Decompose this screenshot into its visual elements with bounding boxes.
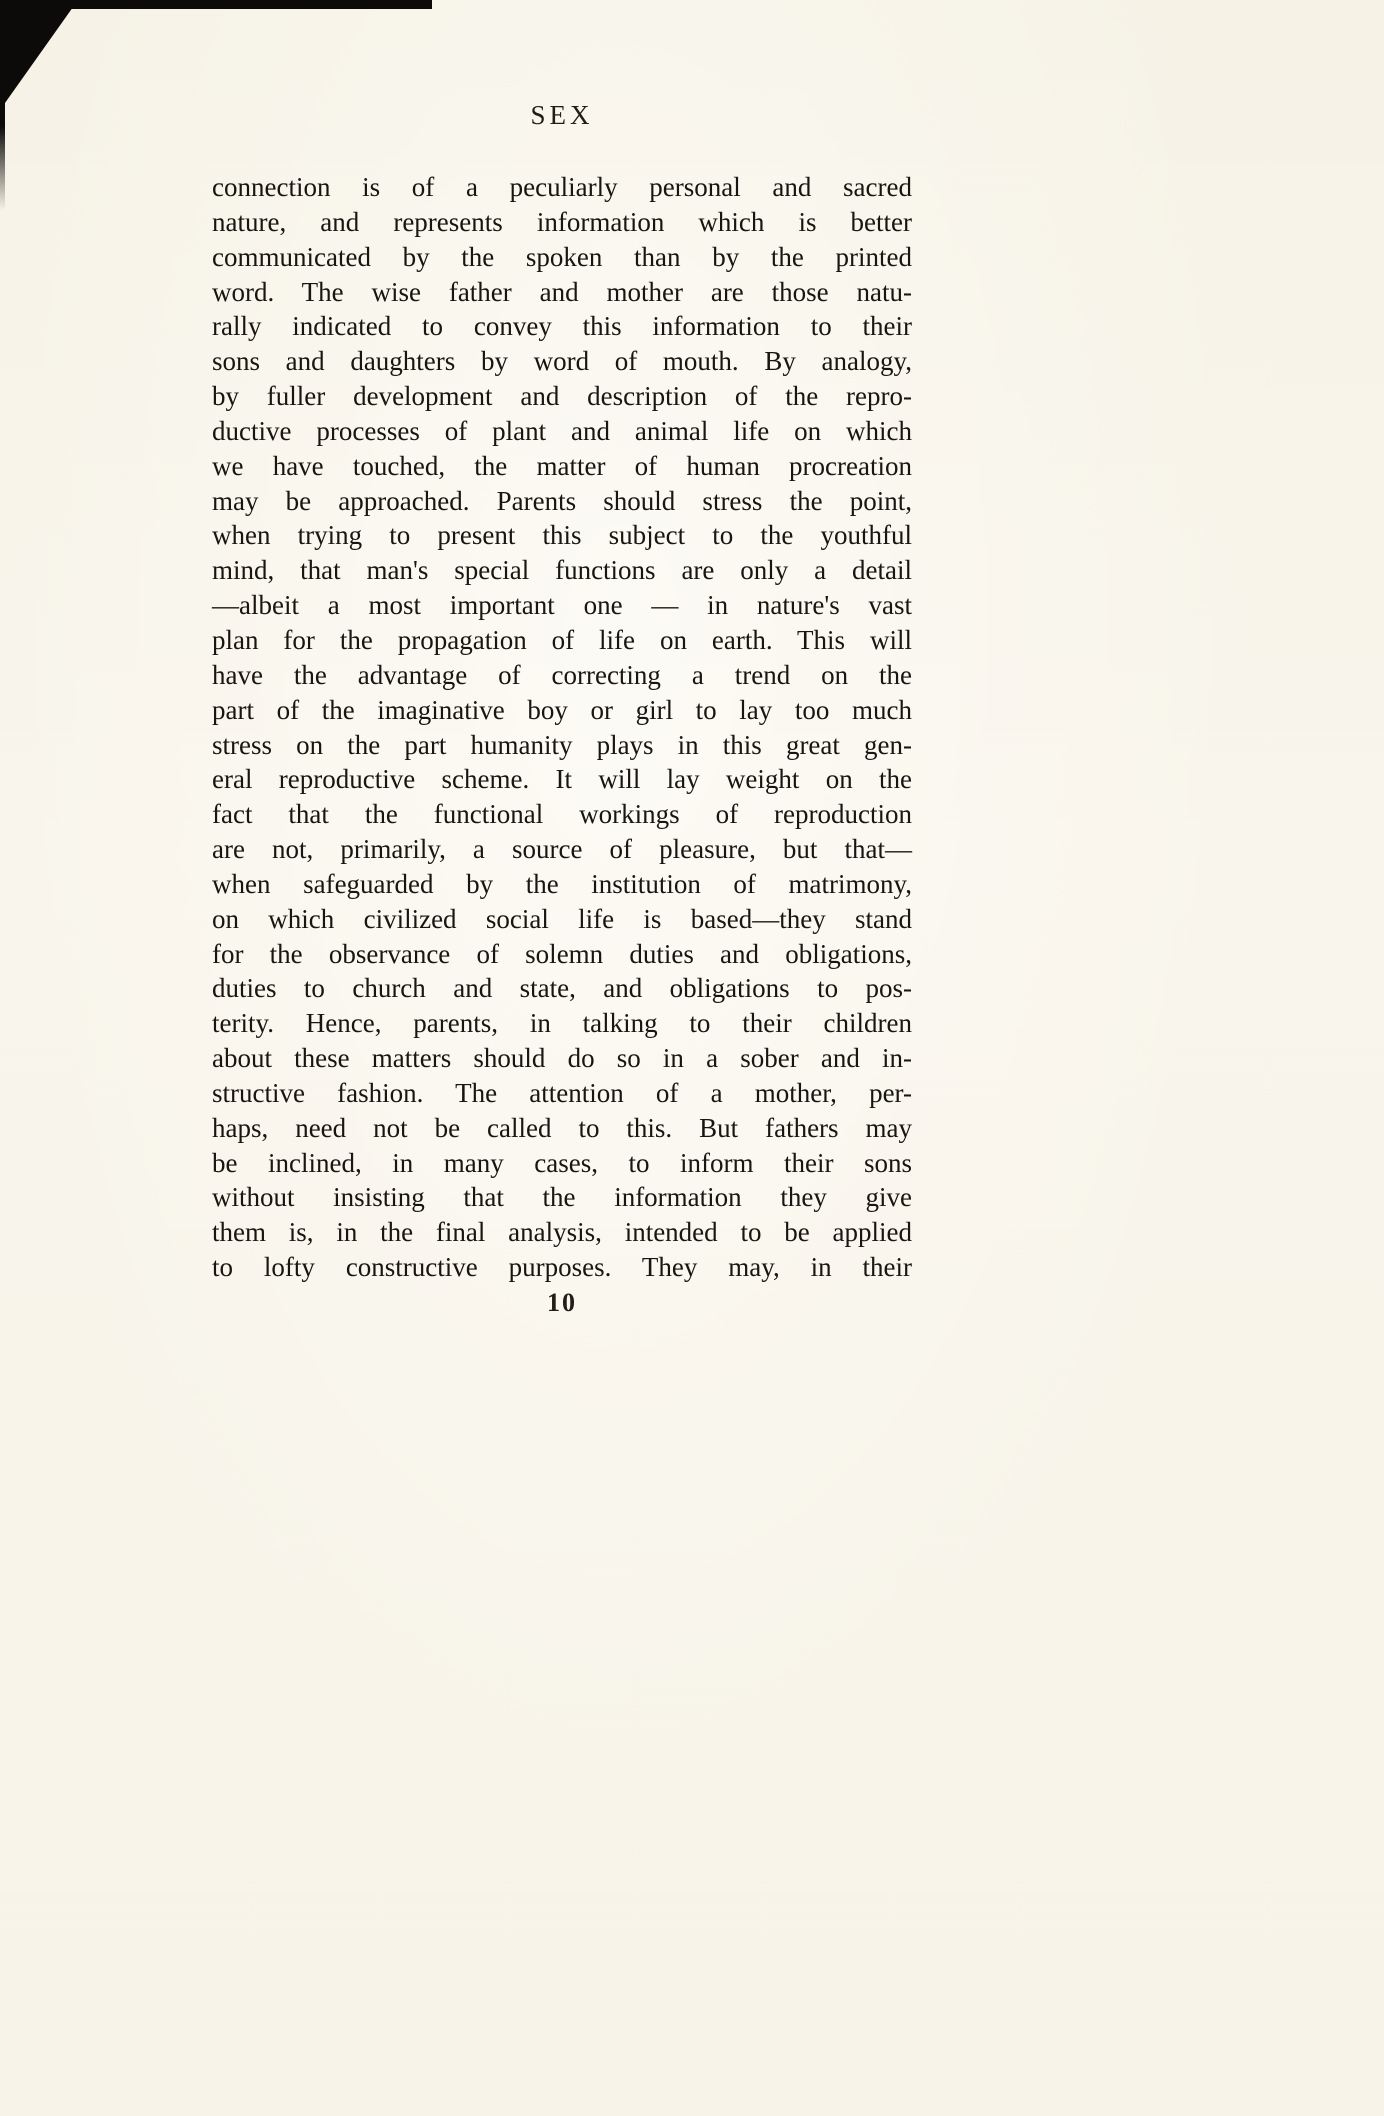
scan-artifact-left-edge bbox=[0, 0, 5, 210]
running-head-title: SEX bbox=[530, 100, 594, 130]
text-line: eral reproductive scheme. It will lay weight on the bbox=[212, 764, 912, 795]
text-line: rally indicated to convey this information to their bbox=[212, 311, 912, 342]
text-line: haps, need not be called to this. But fathers may bbox=[212, 1112, 912, 1143]
text-line: for the observance of solemn duties and obligations, bbox=[212, 938, 912, 969]
text-line: part of the imaginative boy or girl to lay too much bbox=[212, 694, 912, 725]
text-line: connection is of a peculiarly personal and sacred bbox=[212, 172, 912, 202]
text-line: on which civilized social life is based—they stand bbox=[212, 903, 912, 934]
text-line: about these matters should do so in a sober and in- bbox=[212, 1043, 912, 1074]
text-line: are not, primarily, a source of pleasure, but that— bbox=[212, 834, 912, 865]
text-line: nature, and represents information which is better bbox=[212, 206, 912, 237]
text-line: duties to church and state, and obligations to pos- bbox=[212, 973, 912, 1004]
body-text bbox=[212, 170, 912, 1285]
text-line: terity. Hence, parents, in talking to their children bbox=[212, 1008, 912, 1039]
text-line: without insisting that the information they give bbox=[212, 1182, 912, 1213]
text-line: ductive processes of plant and animal life on which bbox=[212, 415, 912, 446]
scan-artifact-corner bbox=[0, 0, 78, 110]
text-line: may be approached. Parents should stress the point, bbox=[212, 485, 912, 516]
text-line: them is, in the final analysis, intended to be applied bbox=[212, 1217, 912, 1248]
text-line: plan for the propagation of life on earth. This will bbox=[212, 624, 912, 655]
text-line: we have touched, the matter of human procreation bbox=[212, 450, 912, 481]
text-line: to lofty constructive purposes. They may, in their bbox=[212, 1252, 912, 1283]
text-line: structive fashion. The attention of a mother, per- bbox=[212, 1077, 912, 1108]
page-number: 10 bbox=[547, 1288, 577, 1317]
text-line: when trying to present this subject to the youthful bbox=[212, 520, 912, 551]
text-line: when safeguarded by the institution of matrimony, bbox=[212, 868, 912, 899]
text-line: by fuller development and description of the repro- bbox=[212, 381, 912, 412]
text-line: be inclined, in many cases, to inform their sons bbox=[212, 1147, 912, 1178]
text-line: mind, that man's special functions are only a detail bbox=[212, 555, 912, 586]
text-line: —albeit a most important one — in nature's vast bbox=[212, 590, 912, 621]
text-line: stress on the part humanity plays in this great gen- bbox=[212, 729, 912, 760]
text-line: sons and daughters by word of mouth. By analogy, bbox=[212, 346, 912, 377]
text-line: communicated by the spoken than by the printed bbox=[212, 241, 912, 272]
text-line: word. The wise father and mother are those natu- bbox=[212, 276, 912, 307]
text-line: have the advantage of correcting a trend on the bbox=[212, 659, 912, 690]
text-line: fact that the functional workings of reproduction bbox=[212, 799, 912, 830]
